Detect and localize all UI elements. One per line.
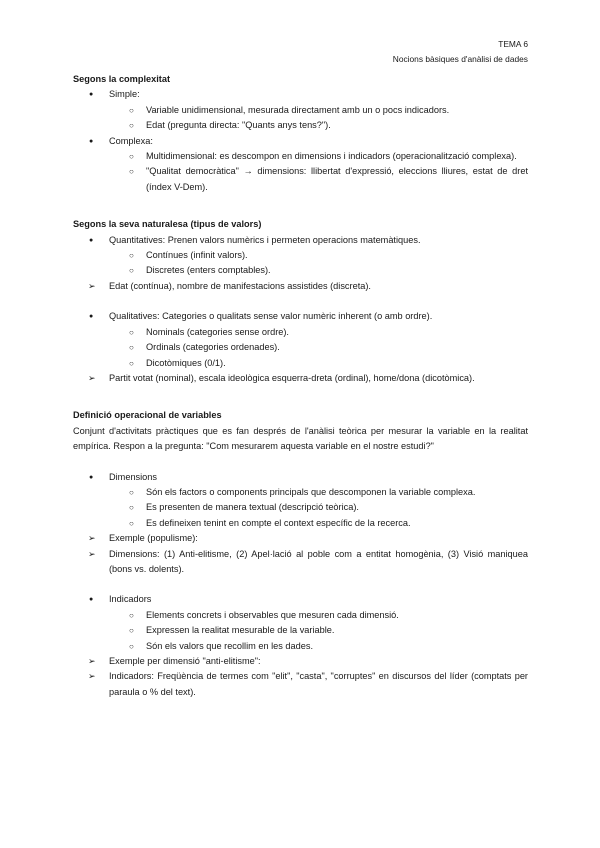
sub-bullet: ○ Es defineixen tenint en compte el context específic de la recerca. [73,516,528,531]
topic-subtitle: Nocions bàsiques d'anàlisi de dades [392,54,528,64]
section-operational-heading: Definició operacional de variables [73,410,222,421]
arrow-example: ➢ Dimensions: (1) Anti-elitisme, (2) Apel·lació al poble com a entitat homogènia, (3) Visió maniquea (bons vs. dolents). [73,547,528,578]
sub-bullet: ○ Edat (pregunta directa: "Quants anys tens?"). [73,118,528,133]
section-complexity-heading: Segons la complexitat [73,74,171,84]
arrow-example: ➢ Indicadors: Freqüència de termes com "elit", "casta", "corruptes" en discursos del líder (comptats per paraula o % del text). [73,669,528,700]
sub-bullet: ○ Expressen la realitat mesurable de la variable. [73,623,528,638]
sub-bullet: ○ Multidimensional: es descompon en dimensions i indicadors (operacionalització complexa). [73,149,528,164]
bullet-complex: ● Complexa: [73,134,528,149]
sub-bullet: ○ Nominals (categories sense ordre). [73,325,528,340]
topic-label: TEMA 6 [498,39,528,49]
arrow-example-label: ➢ Exemple per dimensió "anti-elitisme": [73,654,528,669]
sub-bullet: ○ Es presenten de manera textual (descripció teòrica). [73,500,528,515]
page-header [393,37,528,67]
sub-bullet: ○ Contínues (infinit valors). [73,248,528,263]
bullet-simple: ● Simple: [73,87,528,102]
arrow-example-label: ➢ Exemple (populisme): [73,531,528,546]
arrow-example: ➢ Partit votat (nominal), escala ideològica esquerra-dreta (ordinal), home/dona (dicotòmica). [73,371,528,386]
bullet-quantitative: ● Quantitatives: Prenen valors numèrics i permeten operacions matemàtiques. [73,233,528,248]
operational-intro: Conjunt d'activitats pràctiques que es fan després de l'anàlisi teòrica per mesurar la variable en la realitat empírica. Respon a la pregunta: "Com mesurarem aquesta variable en el nostre estudi?" [73,425,528,452]
bullet-dimensions: ● Dimensions [73,470,528,485]
bullet-indicators: ● Indicadors [73,592,528,607]
sub-bullet: ○ Són els valors que recollim en les dades. [73,639,528,654]
sub-bullet: ○ Discretes (enters comptables). [73,263,528,278]
arrow-example: ➢ Edat (contínua), nombre de manifestacions assistides (discreta). [73,279,528,294]
sub-bullet: ○ Ordinals (categories ordenades). [73,340,528,355]
document-body [73,72,528,700]
bullet-qualitative: ● Qualitatives: Categories o qualitats sense valor numèric inherent (o amb ordre). [73,309,528,324]
section-nature-heading: Segons la seva naturalesa (tipus de valors) [73,219,262,230]
sub-bullet: ○ "Qualitat democràtica" → dimensions: llibertat d'expressió, eleccions lliures, estat de dret (índex V-Dem). [73,164,528,195]
sub-bullet: ○ Variable unidimensional, mesurada directament amb un o pocs indicadors. [73,103,528,118]
sub-bullet: ○ Elements concrets i observables que mesuren cada dimensió. [73,608,528,623]
sub-bullet: ○ Són els factors o components principals que descomponen la variable complexa. [73,485,528,500]
sub-bullet: ○ Dicotòmiques (0/1). [73,356,528,371]
